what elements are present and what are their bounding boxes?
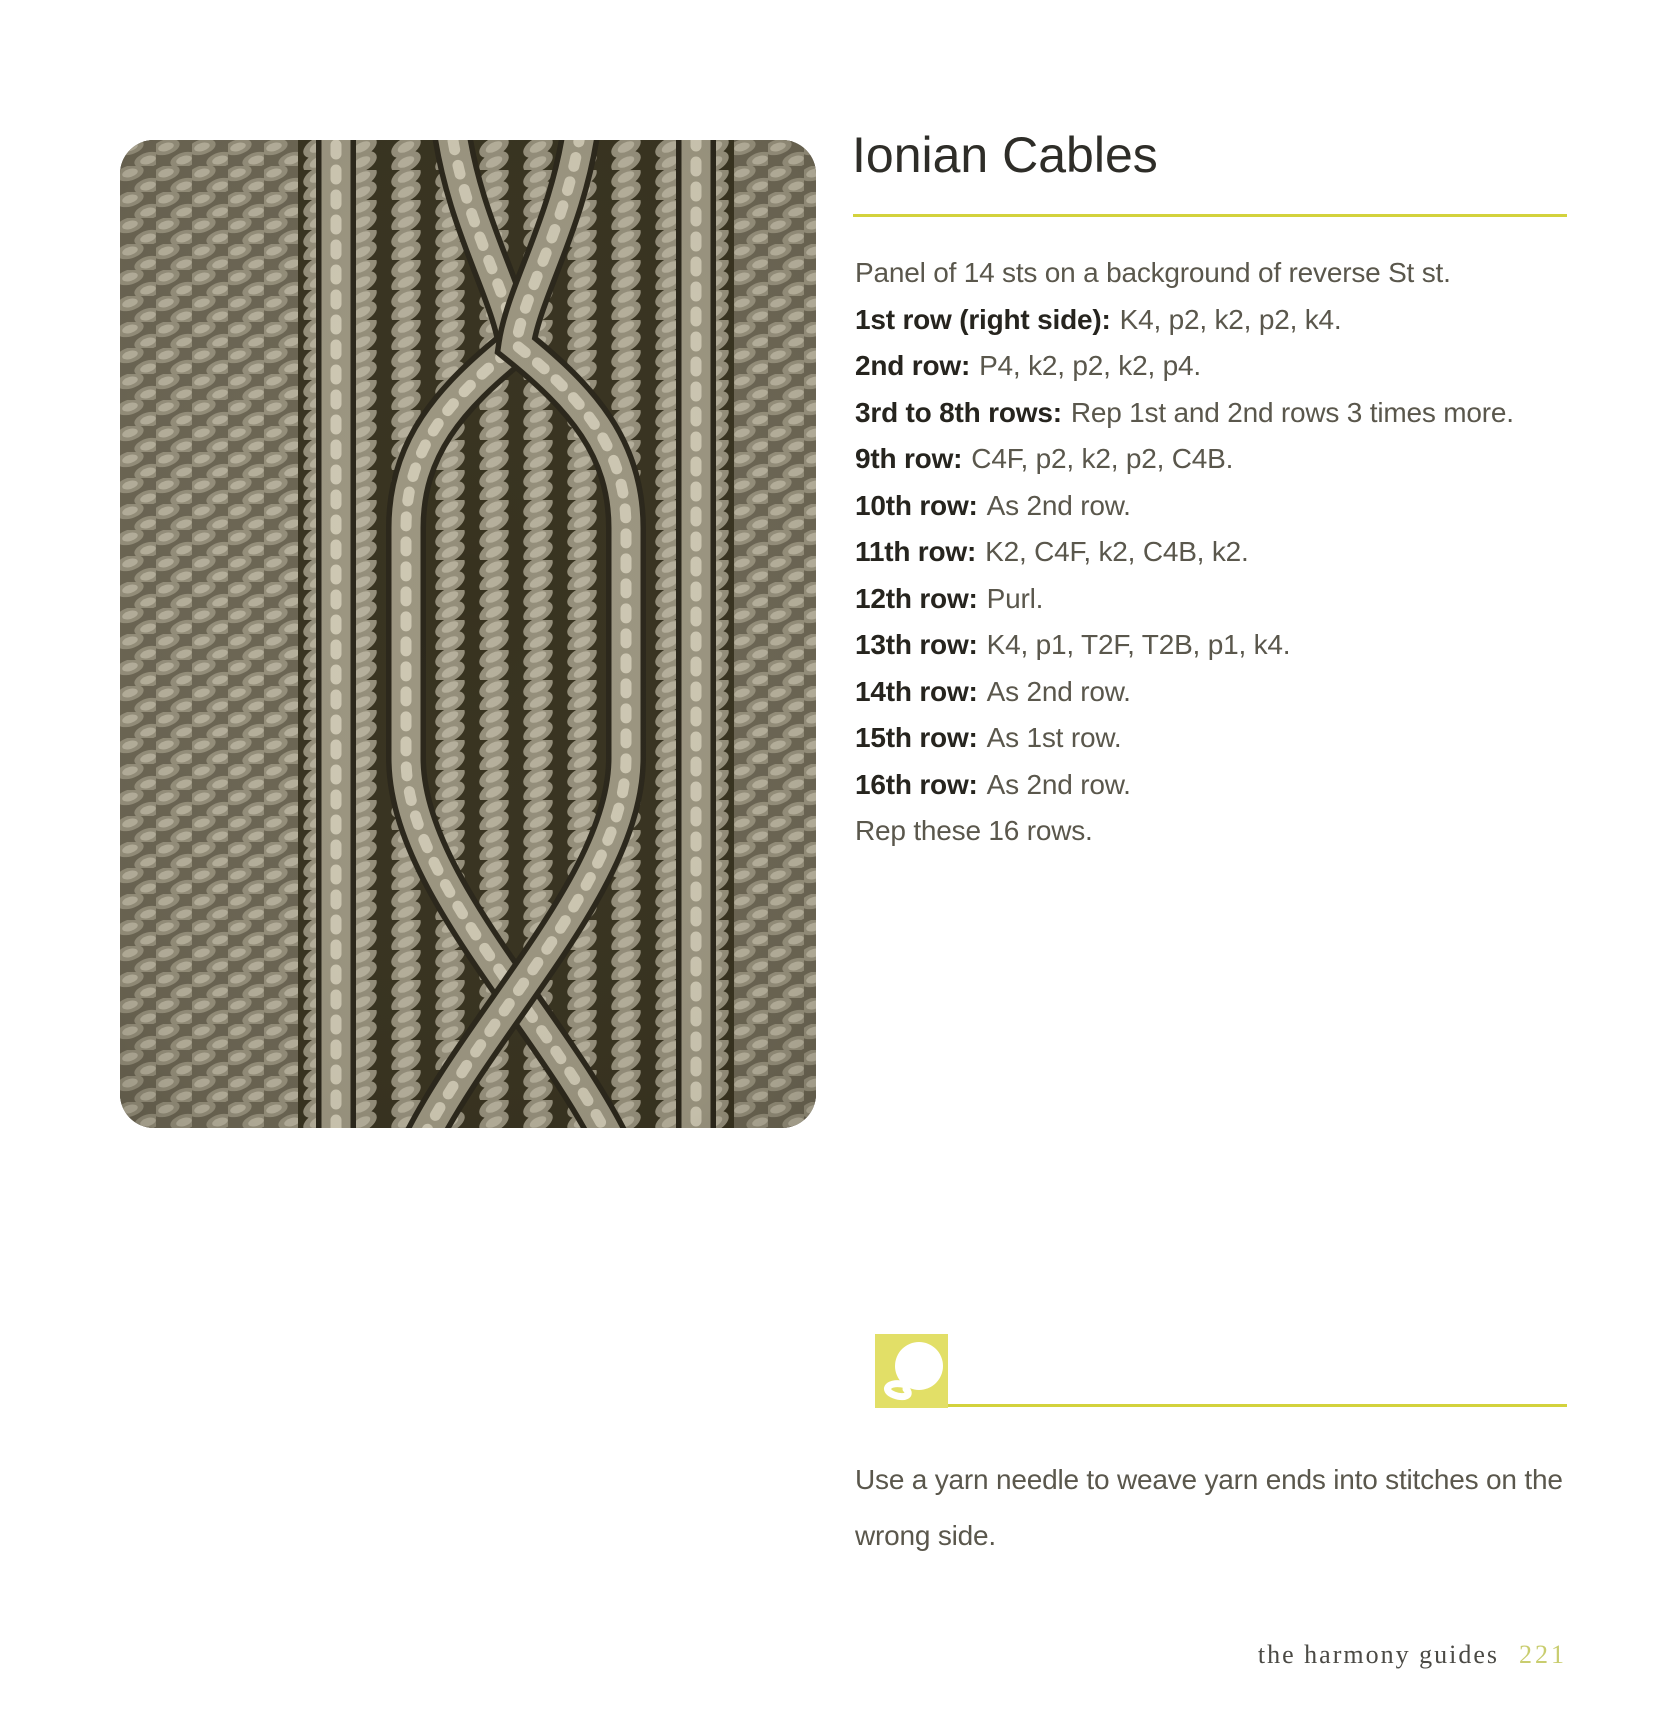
instruction-list bbox=[855, 250, 1570, 855]
instruction-row bbox=[855, 808, 1570, 855]
instruction-row bbox=[855, 297, 1570, 344]
yarn-ball-icon bbox=[875, 1334, 948, 1408]
row-label: 11th row: bbox=[855, 536, 977, 567]
row-label: 14th row: bbox=[855, 675, 978, 707]
instruction-row bbox=[855, 762, 1570, 809]
row-text: P4, k2, p2, k2, p4. bbox=[979, 350, 1201, 381]
row-text: Panel of 14 sts on a background of reverse St st. bbox=[855, 257, 1451, 288]
row-text: K4, p1, T2F, T2B, p1, k4. bbox=[986, 629, 1291, 660]
row-text: K2, C4F, k2, C4B, k2. bbox=[985, 536, 1249, 567]
row-text: K4, p2, k2, p2, k4. bbox=[1119, 303, 1342, 335]
instruction-row bbox=[855, 669, 1570, 716]
row-label: 9th row: bbox=[855, 443, 963, 474]
instruction-row bbox=[855, 343, 1570, 390]
instruction-row bbox=[855, 622, 1570, 669]
knit-swatch-image bbox=[120, 140, 816, 1128]
row-label: 12th row: bbox=[855, 582, 978, 614]
row-label: 15th row: bbox=[855, 722, 978, 753]
tip-rule bbox=[948, 1404, 1567, 1407]
instruction-row bbox=[855, 250, 1570, 297]
row-label: 13th row: bbox=[855, 629, 978, 660]
row-label: 3rd to 8th rows: bbox=[855, 396, 1062, 428]
row-label: 16th row: bbox=[855, 768, 978, 800]
row-text: As 2nd row. bbox=[986, 489, 1131, 521]
page-number: 221 bbox=[1519, 1640, 1567, 1669]
row-label: 2nd row: bbox=[855, 350, 971, 381]
row-text: As 2nd row. bbox=[986, 675, 1131, 707]
tip-text-line: wrong side. bbox=[855, 1520, 996, 1551]
instruction-row bbox=[855, 715, 1570, 762]
row-label: 10th row: bbox=[855, 489, 978, 521]
row-text: As 1st row. bbox=[986, 722, 1122, 753]
page-title: Ionian Cables bbox=[852, 127, 1158, 183]
instruction-row bbox=[855, 576, 1570, 623]
instruction-row bbox=[855, 529, 1570, 576]
row-text: Rep 1st and 2nd rows 3 times more. bbox=[1070, 396, 1514, 428]
instruction-row bbox=[855, 390, 1570, 437]
book-title: the harmony guides bbox=[1257, 1640, 1499, 1669]
row-text: Rep these 16 rows. bbox=[855, 815, 1093, 846]
row-label: 1st row (right side): bbox=[855, 303, 1111, 335]
tip-text-line: Use a yarn needle to weave yarn ends into stitches on the bbox=[855, 1464, 1563, 1495]
title-rule bbox=[853, 214, 1567, 217]
row-text: Purl. bbox=[986, 582, 1044, 614]
row-text: As 2nd row. bbox=[986, 768, 1131, 800]
tip-text bbox=[855, 1452, 1615, 1564]
row-text: C4F, p2, k2, p2, C4B. bbox=[971, 443, 1234, 474]
instruction-row bbox=[855, 483, 1570, 530]
knit-swatch-photo bbox=[120, 140, 816, 1128]
instruction-row bbox=[855, 436, 1570, 483]
footer bbox=[1258, 1640, 1567, 1670]
